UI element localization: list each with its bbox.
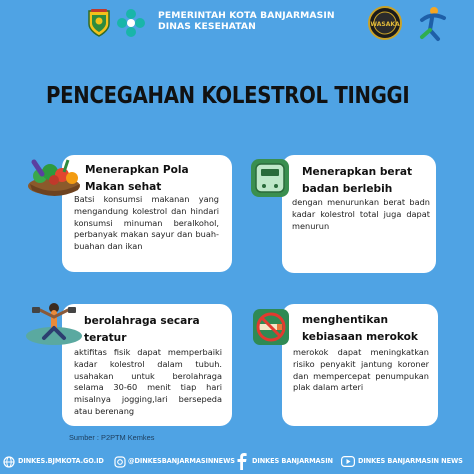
badge-text: WASAKA xyxy=(370,21,400,28)
card-weight-loss-body: dengan menurunkan berat badn kadar kolestrol total juga dapat menurun xyxy=(292,197,430,231)
health-ministry-logo xyxy=(116,8,146,38)
page-title: PENCEGAHAN KOLESTROL TINGGI xyxy=(46,81,410,109)
agency-name xyxy=(158,10,348,32)
facebook-link[interactable]: DINKES BANJARMASIN xyxy=(252,457,333,465)
source-note: Sumber : P2PTM Kemkes xyxy=(69,433,155,442)
card-exercise-heading: berolahraga secara teratur xyxy=(84,315,200,344)
card-weight-loss-heading: Menerapkan berat badan berlebih xyxy=(302,166,413,195)
youtube-icon xyxy=(341,456,355,467)
card-exercise-body: aktifitas fisik dapat memperbaiki kadar kolestrol dalam tubuh. usahakan untuk berolahraga selama 30-60 menit tiap hari misalnya jogging,lari bersepeda atau berenang xyxy=(74,347,222,416)
no-smoking-icon xyxy=(252,308,290,346)
exercise-person-icon xyxy=(24,296,84,346)
agency-line-1: PEMERINTAH KOTA BANJARMASIN xyxy=(158,10,335,21)
card-quit-smoking-body: merokok dapat meningkatkan risiko penyakit jantung koroner dan mempercepat penumpukan plak dalam arteri xyxy=(293,347,429,393)
germas-figure-logo xyxy=(414,4,450,42)
vegetables-basket-icon xyxy=(26,154,84,196)
card-healthy-diet-body: Batsi konsumsi makanan yang mengandung kolestrol dan hindari konsumsi minuman beralkohol, perbanyak makan sayur dan buah-buahan dan ikan xyxy=(74,194,219,252)
instagram-link[interactable]: @DINKESBANJARMASINNEWS xyxy=(128,457,235,465)
agency-line-2: DINAS KESEHATAN xyxy=(158,21,256,32)
website-link[interactable]: DINKES.BJMKOTA.GO.ID xyxy=(18,457,104,465)
instagram-icon xyxy=(114,456,126,468)
globe-icon xyxy=(3,456,15,468)
weight-scale-icon xyxy=(250,158,290,198)
city-crest-logo xyxy=(86,8,112,38)
youtube-link[interactable]: DINKES BANJARMASIN NEWS xyxy=(358,457,463,465)
card-healthy-diet-heading: Menerapkan Pola Makan sehat xyxy=(85,164,189,193)
card-quit-smoking-heading: menghentikan kebiasaan merokok xyxy=(302,314,418,343)
footer-contacts xyxy=(0,451,474,474)
wasaka-badge-logo xyxy=(368,6,402,40)
facebook-icon xyxy=(236,453,248,470)
